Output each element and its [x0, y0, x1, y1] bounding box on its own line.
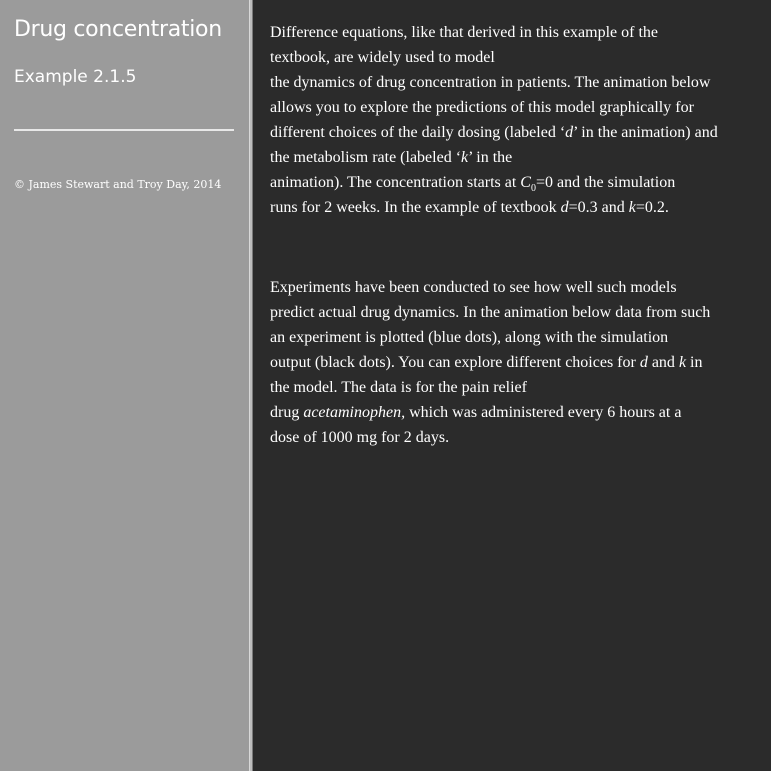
- drug-name: acetaminophen,: [303, 404, 406, 421]
- text-run: the metabolism rate (labeled ‘: [270, 149, 462, 166]
- text-run: and: [647, 354, 679, 371]
- text-run: =0.3 and: [568, 199, 629, 216]
- experiment-paragraph: [270, 275, 763, 450]
- text-line: the dynamics of drug concentration in patients. The animation below: [270, 74, 711, 91]
- text-run: =0.2.: [635, 199, 669, 216]
- variable-d: d: [639, 354, 648, 371]
- text-line: Experiments have been conducted to see how well such models: [270, 279, 677, 296]
- text-line: textbook, are widely used to model: [270, 49, 495, 66]
- text-run: output (black dots). You can explore different choices for: [270, 354, 640, 371]
- page-title: Drug concentration: [14, 17, 222, 42]
- text-line: [270, 120, 763, 145]
- text-line: [270, 400, 763, 425]
- variable-c: C: [520, 174, 531, 191]
- variable-k: k: [628, 199, 636, 216]
- text-line: [270, 170, 763, 195]
- example-number: Example 2.1.5: [14, 67, 137, 87]
- intro-paragraph: [270, 20, 763, 220]
- subscript: 0: [530, 183, 536, 195]
- text-run: =0 and the simulation: [535, 174, 676, 191]
- variable-d: d: [560, 199, 569, 216]
- text-run: drug: [270, 404, 304, 421]
- sidebar-divider: [14, 129, 234, 131]
- text-line: dose of 1000 mg for 2 days.: [270, 429, 450, 446]
- text-run: ’ in the: [468, 149, 513, 166]
- text-line: predict actual drug dynamics. In the animation below data from such: [270, 304, 711, 321]
- variable-d: d: [565, 124, 574, 141]
- text-run: ’ in the animation) and: [573, 124, 718, 141]
- sidebar: [0, 0, 249, 771]
- copyright-notice: © James Stewart and Troy Day, 2014: [14, 178, 222, 191]
- text-run: which was administered every 6 hours at a: [405, 404, 682, 421]
- text-line: allows you to explore the predictions of this model graphically for: [270, 99, 694, 116]
- text-line: [270, 145, 763, 170]
- text-run: in: [686, 354, 703, 371]
- text-line: [270, 350, 763, 375]
- text-line: [270, 195, 763, 220]
- main-content: [253, 0, 771, 771]
- text-line: the model. The data is for the pain relief: [270, 379, 527, 396]
- text-line: an experiment is plotted (blue dots), along with the simulation: [270, 329, 669, 346]
- text-run: animation). The concentration starts at: [270, 174, 521, 191]
- text-line: Difference equations, like that derived in this example of the: [270, 24, 659, 41]
- text-run: different choices of the daily dosing (labeled ‘: [270, 124, 566, 141]
- text-run: runs for 2 weeks. In the example of textbook: [270, 199, 561, 216]
- variable-k: k: [461, 149, 469, 166]
- variable-k: k: [678, 354, 687, 371]
